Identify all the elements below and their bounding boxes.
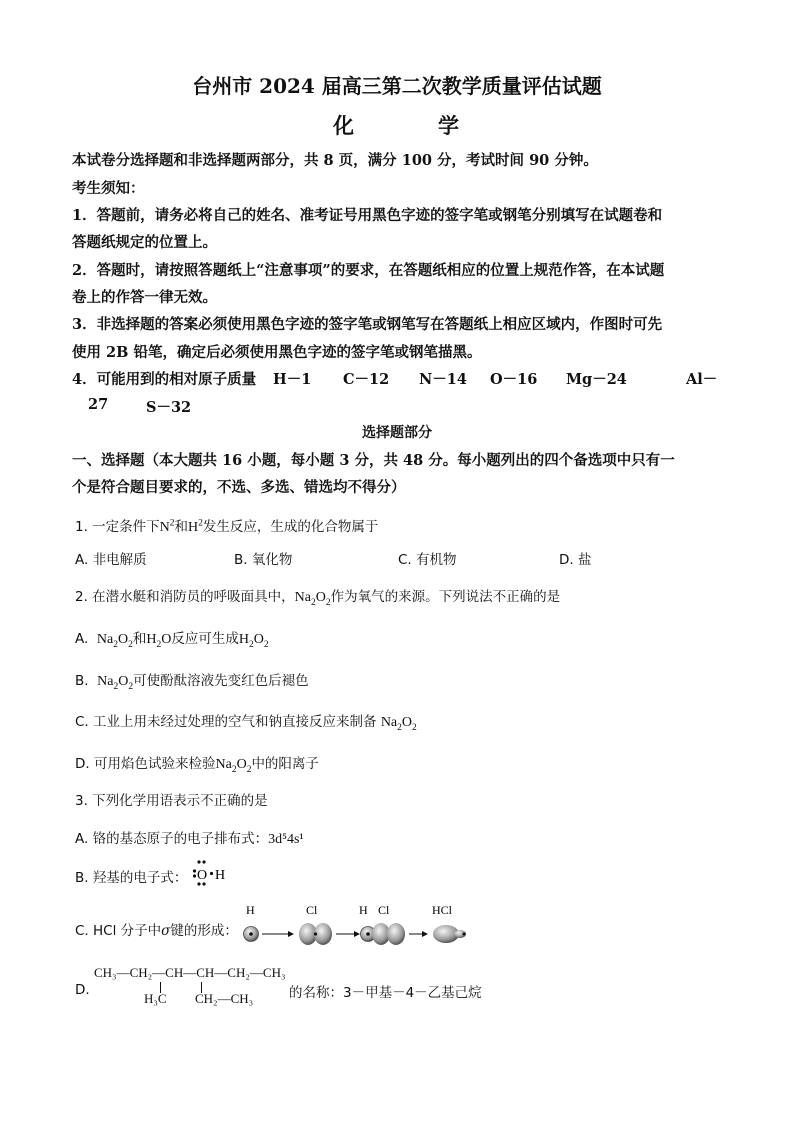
label-h-1: H — [246, 903, 255, 917]
q1-option-b[interactable]: B. 氧化物 — [234, 552, 293, 568]
label-cl-2: Cl — [378, 903, 390, 917]
mass-mg: Mg－24 — [566, 371, 627, 388]
notice-1b: 答题纸规定的位置上。 — [72, 234, 217, 251]
hydroxyl-h: H — [215, 868, 226, 883]
section-head-1: 一、选择题（本大题共 16 小题，每小题 3 分，共 48 分。每小题列出的四个备选项中只有一 — [72, 452, 675, 469]
q1-option-d[interactable]: D. 盐 — [559, 552, 592, 568]
section-head-2: 个是符合题目要求的，不选、多选、错选均不得分） — [72, 479, 406, 496]
intro-line: 本试卷分选择题和非选择题两部分，共 8 页，满分 100 分，考试时间 90 分钟。 — [72, 152, 598, 169]
q2-option-a[interactable]: A. $Na_2O_2$和$H_2O$反应可生成$H_2O_2$ — [75, 631, 269, 650]
mass-o: O－16 — [490, 371, 538, 388]
notice-3b: 使用 2B 铅笔，确定后必须使用黑色字迹的签字笔或钢笔描黑。 — [72, 344, 482, 361]
q2-stem: 2. 在潜水艇和消防员的呼吸面具中，$Na_2O_2$作为氧气的来源。下列说法不正确的是 — [75, 589, 561, 608]
hydroxyl-electron-formula — [193, 858, 233, 888]
mass-n: N－14 — [419, 371, 467, 388]
q2-option-d[interactable]: D. 可用焰色试验来检验$Na_2O_2$中的阳离子 — [75, 756, 319, 775]
mass-al-cont: 27 — [88, 396, 109, 413]
mass-al: Al－ — [686, 371, 718, 388]
q1-option-a[interactable]: A. 非电解质 — [75, 552, 147, 568]
q3-option-a[interactable]: A. 铬的基态原子的电子排布式：3d⁵4s¹ — [75, 831, 304, 847]
mass-s: S－32 — [146, 399, 192, 416]
mass-h: H－1 — [273, 371, 312, 388]
q2-option-c[interactable]: C. 工业上用未经过处理的空气和钠直接反应来制备 $Na_2O_2$ — [75, 714, 417, 733]
mass-c: C－12 — [343, 371, 390, 388]
q3-option-b[interactable]: B. 羟基的电子式： — [75, 870, 188, 886]
q3-stem: 3. 下列化学用语表示不正确的是 — [75, 793, 268, 809]
page-title: 台州市 2024 届高三第二次教学质量评估试题 — [192, 74, 602, 98]
label-hcl: HCl — [432, 903, 453, 917]
subject-char-2: 学 — [438, 113, 459, 138]
branch-ethyl: CH₂—CH₃ — [195, 991, 254, 1006]
q3-option-d-name: 的名称：3－甲基－4－乙基己烷 — [289, 985, 482, 1001]
subject-char-1: 化 — [333, 113, 354, 138]
q2-option-b[interactable]: B. $Na_2O_2$可使酚酞溶液先变红色后褪色 — [75, 673, 309, 692]
structural-formula-main: CH₃—CH₂—CH—CH—CH₂—CH₃ — [94, 965, 286, 980]
label-cl-1: Cl — [306, 903, 318, 917]
notice-2b: 卷上的作答一律无效。 — [72, 289, 217, 306]
section-title: 选择题部分 — [362, 425, 432, 441]
notice-1a: 1．答题前，请务必将自己的姓名、准考证号用黑色字迹的签字笔或钢笔分别填写在试题卷和 — [72, 207, 663, 224]
sigma-bond-diagram — [236, 900, 476, 950]
electron-dots-diagram — [193, 858, 233, 888]
q1-option-c[interactable]: C. 有机物 — [398, 552, 457, 568]
q3-option-d-label[interactable]: D. — [75, 982, 90, 998]
hydroxyl-o: O — [197, 868, 208, 883]
q3-option-c[interactable]: C. HCl 分子中σ键的形成： — [75, 923, 238, 939]
label-h-2: H — [359, 903, 368, 917]
notice-2a: 2．答题时，请按照答题纸上“注意事项”的要求，在答题纸相应的位置上规范作答，在本试题 — [72, 262, 665, 279]
notice-3a: 3．非选择题的答案必须使用黑色字迹的签字笔或钢笔写在答题纸上相应区域内，作图时可先 — [72, 316, 663, 333]
notice-title: 考生须知： — [72, 180, 145, 197]
branch-methyl: H₃C — [144, 991, 167, 1006]
q1-stem: 1. 一定条件下$N^2$和$H^2$发生反应，生成的化合物属于 — [75, 518, 379, 535]
notice-4-label: 4．可能用到的相对原子质量 — [72, 371, 257, 388]
